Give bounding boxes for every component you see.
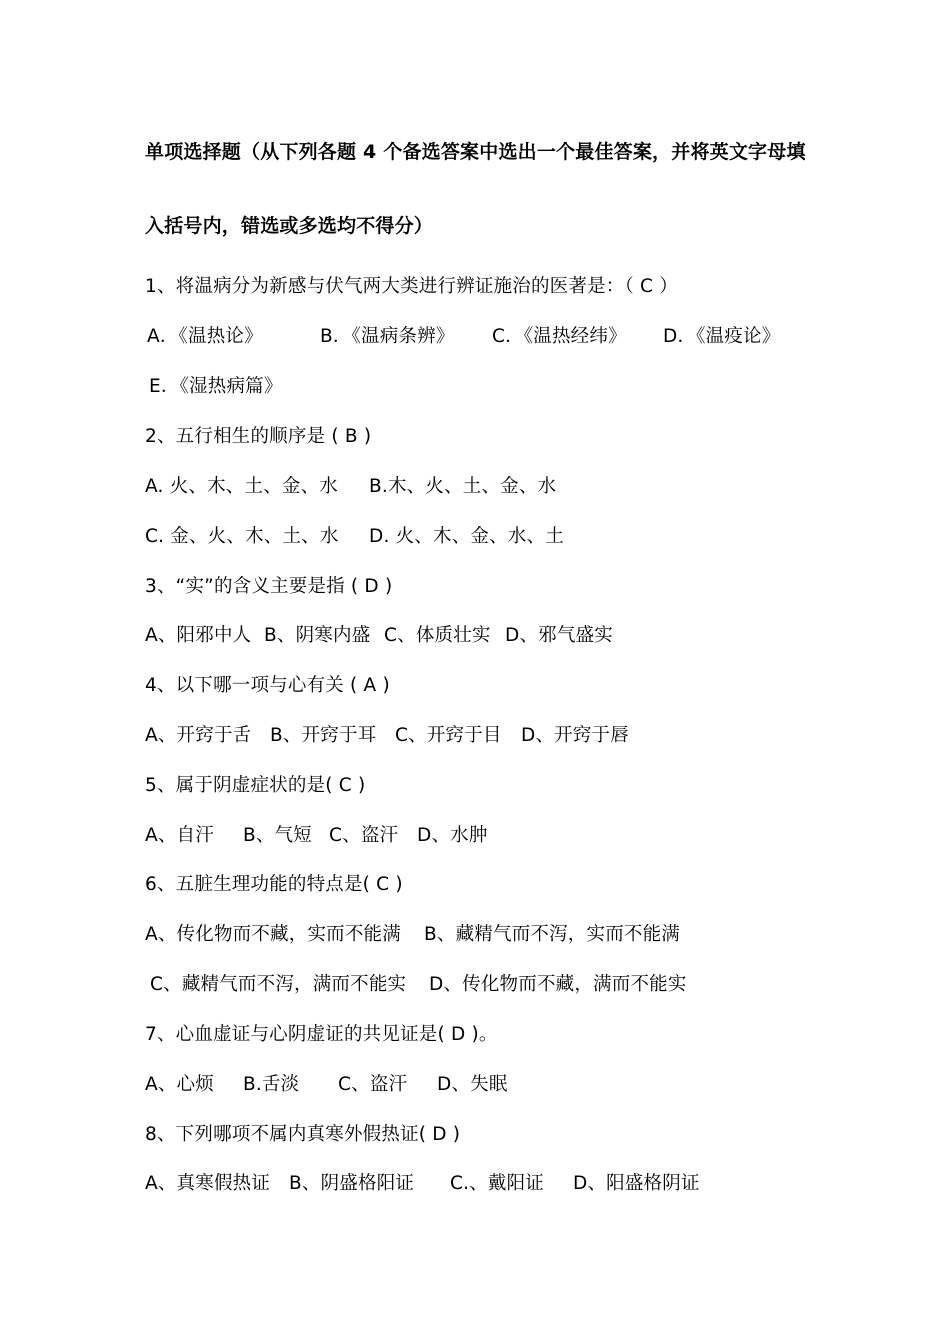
question-5-option-b: B、气短 bbox=[243, 825, 312, 846]
question-8-option-c: C.、戴阳证 bbox=[450, 1173, 544, 1194]
question-2-option-c: C. 金、火、木、土、水 bbox=[145, 526, 339, 547]
question-7-stem: 7、心血虚证与心阴虚证的共见证是( D )。 bbox=[145, 1024, 498, 1045]
question-6-option-d: D、传化物而不藏，满而不能实 bbox=[429, 974, 687, 995]
question-2-option-b: B.木、火、土、金、水 bbox=[369, 476, 557, 497]
question-4-option-b: B、开窍于耳 bbox=[270, 725, 377, 746]
question-8-option-b: B、阴盛格阳证 bbox=[289, 1173, 415, 1194]
question-6-option-c: C、藏精气而不泻，满而不能实 bbox=[150, 974, 407, 995]
question-2-option-d: D. 火、木、金、水、土 bbox=[369, 526, 564, 547]
question-3-option-b: B、阴寒内盛 bbox=[264, 625, 371, 646]
question-1-option-b: B．《温病条辨》 bbox=[320, 326, 455, 347]
section-heading-line-2: 入括号内，错选或多选均不得分） bbox=[145, 215, 434, 237]
section-heading-line-1: 单项选择题（从下列各题 4 个备选答案中选出一个最佳答案，并将英文字母填 bbox=[145, 141, 806, 163]
question-2-stem: 2、五行相生的顺序是 ( B ) bbox=[145, 426, 372, 447]
question-3-option-a: A、阳邪中人 bbox=[145, 625, 252, 646]
question-5-stem: 5、属于阴虚症状的是( C ) bbox=[145, 775, 366, 796]
question-8-option-d: D、阳盛格阴证 bbox=[573, 1173, 700, 1194]
question-1-option-e: E．《湿热病篇》 bbox=[149, 376, 283, 397]
question-6-stem: 6、五脏生理功能的特点是( C ) bbox=[145, 874, 403, 895]
question-3-option-d: D、邪气盛实 bbox=[505, 625, 613, 646]
question-5-option-c: C、盗汗 bbox=[329, 825, 399, 846]
question-5-option-a: A、自汗 bbox=[145, 825, 214, 846]
question-7-option-b: B.舌淡 bbox=[243, 1074, 300, 1095]
question-4-option-d: D、开窍于唇 bbox=[521, 725, 629, 746]
question-1-option-d: D．《温疫论》 bbox=[663, 326, 781, 347]
question-1-option-c: C．《温热经纬》 bbox=[492, 326, 627, 347]
question-8-stem: 8、下列哪项不属内真寒外假热证( D ) bbox=[145, 1124, 461, 1145]
question-1-option-a: A．《温热论》 bbox=[147, 326, 263, 347]
question-4-option-c: C、开窍于目 bbox=[395, 725, 502, 746]
question-5-option-d: D、水肿 bbox=[417, 825, 488, 846]
question-7-option-d: D、失眠 bbox=[437, 1074, 508, 1095]
question-6-option-a: A、传化物而不藏，实而不能满 bbox=[145, 924, 401, 945]
question-4-option-a: A、开窍于舌 bbox=[145, 725, 252, 746]
question-8-option-a: A、真寒假热证 bbox=[145, 1173, 271, 1194]
question-2-option-a: A. 火、木、土、金、水 bbox=[145, 476, 338, 497]
question-6-option-b: B、藏精气而不泻，实而不能满 bbox=[424, 924, 680, 945]
question-3-stem: 3、“实”的含义主要是指 ( D ) bbox=[145, 576, 393, 597]
question-1-stem: 1、将温病分为新感与伏气两大类进行辨证施治的医著是：（ C ） bbox=[145, 276, 678, 297]
question-4-stem: 4、以下哪一项与心有关 ( A ) bbox=[145, 675, 390, 696]
question-7-option-c: C、盗汗 bbox=[338, 1074, 408, 1095]
question-7-option-a: A、心烦 bbox=[145, 1074, 214, 1095]
question-3-option-c: C、体质壮实 bbox=[384, 625, 491, 646]
